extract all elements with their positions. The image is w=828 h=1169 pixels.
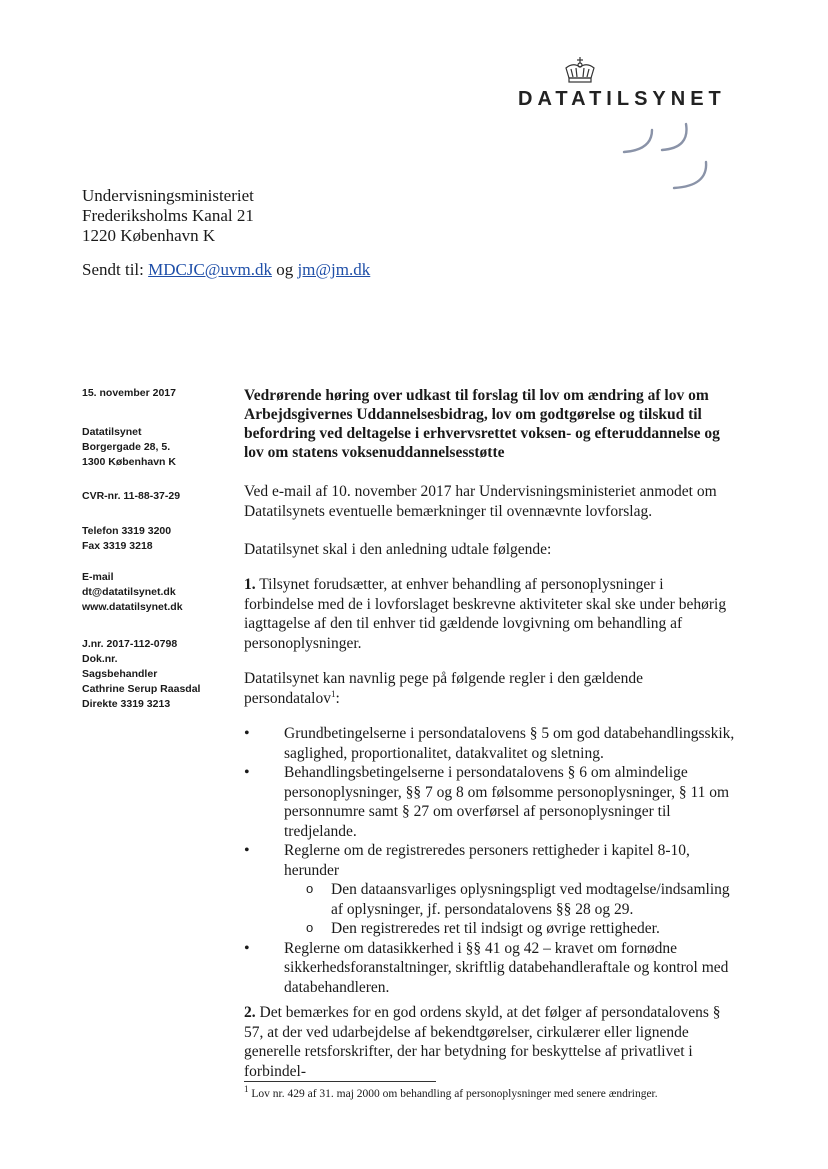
sender-fax: Fax 3319 3218 <box>82 540 153 552</box>
sidebar-phone-block <box>82 524 232 554</box>
paragraph-1-text: Tilsynet forudsætter, at enhver behandling af personoplysninger i forbindelse med de i lovforslaget beskrevne aktiviteter skal ske under behørig iagttagelse af den til enhver tid gældende lovgivning om behandling af personoplysninger. <box>244 576 727 652</box>
journal-number: J.nr. 2017-112-0798 <box>82 638 178 650</box>
sidebar-case-block <box>82 637 232 712</box>
recipient-city: 1220 København K <box>82 226 216 245</box>
bullet-3-text: Reglerne om de registreredes personers rettigheder i kapitel 8-10, herunder <box>284 842 690 879</box>
rules-list <box>244 724 736 997</box>
footnote-mark: 1 <box>244 1084 249 1095</box>
paragraph-1-number: 1. <box>244 576 256 593</box>
list-item <box>244 724 736 763</box>
bullet-2-text: Behandlingsbetingelserne i persondatalovens § 6 om almindelige personoplysninger, §§ 7 og 8 om følsomme personoplysninger, § 11 om personnumre samt § 27 om overførsel af personoplysninger til tredjelande. <box>284 764 730 840</box>
email-link-uvm[interactable]: MDCJC@uvm.dk <box>148 260 272 279</box>
email-link-jm[interactable]: jm@jm.dk <box>297 260 371 279</box>
recipient-name: Undervisningsministeriet <box>82 186 254 205</box>
sent-to-line <box>82 260 370 280</box>
sender-city: 1300 København K <box>82 456 176 468</box>
royal-crown-icon <box>563 56 597 86</box>
sender-cvr: CVR-nr. 11-88-37-29 <box>82 490 181 502</box>
sub-item-1-text: Den dataansvarliges oplysningspligt ved modtagelse/indsamling af oplysninger, jf. persondatalovens §§ 28 og 29. <box>331 881 730 918</box>
footnote-divider <box>244 1081 436 1082</box>
paragraph-2-number: 2. <box>244 1004 256 1021</box>
sidebar-date-block <box>82 386 232 401</box>
paragraph-intro: Ved e-mail af 10. november 2017 har Undervisningsministeriet anmodet om Datatilsynets eventuelle bemærkninger til ovennævnte lovforslag. <box>244 483 717 520</box>
sidebar-cvr-block <box>82 489 232 504</box>
paragraph-statement: Datatilsynet skal i den anledning udtale følgende: <box>244 541 552 558</box>
paragraph-rules-intro <box>244 669 736 708</box>
document-number: Dok.nr. <box>82 653 118 665</box>
case-handler-name: Cathrine Serup Raasdal <box>82 683 201 695</box>
sidebar-address-block <box>82 425 232 470</box>
sub-item-2-text: Den registreredes ret til indsigt og øvrige rettigheder. <box>331 920 660 937</box>
logo-text: DATATILSYNET <box>518 88 726 110</box>
sub-list-item <box>300 880 736 919</box>
sent-to-label: Sendt til: <box>82 260 149 279</box>
sender-website: www.datatilsynet.dk <box>82 601 183 613</box>
sender-street: Borgergade 28, 5. <box>82 441 171 453</box>
sidebar-email-block <box>82 570 232 615</box>
paragraph-1 <box>244 575 736 653</box>
recipient-street: Frederiksholms Kanal 21 <box>82 206 254 225</box>
bullet-4-text: Reglerne om datasikkerhed i §§ 41 og 42 – kravet om fornødne sikkerhedsforanstaltninger, skriftlig databehandleraftale og kontrol med databehandleren. <box>284 939 729 996</box>
paragraph-rules-text: Datatilsynet kan navnlig pege på følgende regler i den gældende persondatalov <box>244 670 643 707</box>
sender-email-label: E-mail <box>82 571 114 583</box>
sender-email: dt@datatilsynet.dk <box>82 586 176 598</box>
list-item <box>244 841 736 939</box>
case-handler-label: Sagsbehandler <box>82 668 158 680</box>
letter-subject: Vedrørende høring over udkast til forslag til lov om ændring af lov om Arbejdsgivernes Uddannelsesbidrag, lov om godtgørelse og tilskud til befordring ved deltagelse i erhvervsrettet voksen- og efteruddannelse og lov om statens voksenuddannelsesstøtte <box>244 387 720 461</box>
letter-date: 15. november 2017 <box>82 387 176 399</box>
paragraph-2-text: Det bemærkes for en god ordens skyld, at det følger af persondatalovens § 57, at der ved udarbejdelse af bekendtgørelser, cirkulærer eller lignende generelle retsforskrifter, der har betydning for beskyttelse af privatlivet i forbindel- <box>244 1004 721 1080</box>
list-item <box>244 763 736 841</box>
sub-list-item <box>300 919 736 939</box>
sender-phone: Telefon 3319 3200 <box>82 525 172 537</box>
case-handler-direct: Direkte 3319 3213 <box>82 698 171 710</box>
footnote-ref: 1 <box>330 688 336 699</box>
sent-to-joiner: og <box>271 260 298 279</box>
bullet-1-text: Grundbetingelserne i persondatalovens § 5 om god databehandlingsskik, saglighed, proportionalitet, datakvalitet og sletning. <box>284 725 735 762</box>
list-item <box>244 939 736 998</box>
footnote <box>244 1084 658 1100</box>
handwritten-initials <box>612 118 722 194</box>
footnote-text: Lov nr. 429 af 31. maj 2000 om behandling af personoplysninger med senere ændringer. <box>248 1088 658 1100</box>
paragraph-rules-colon: : <box>335 689 340 707</box>
paragraph-2 <box>244 1003 736 1081</box>
sender-org: Datatilsynet <box>82 426 142 438</box>
